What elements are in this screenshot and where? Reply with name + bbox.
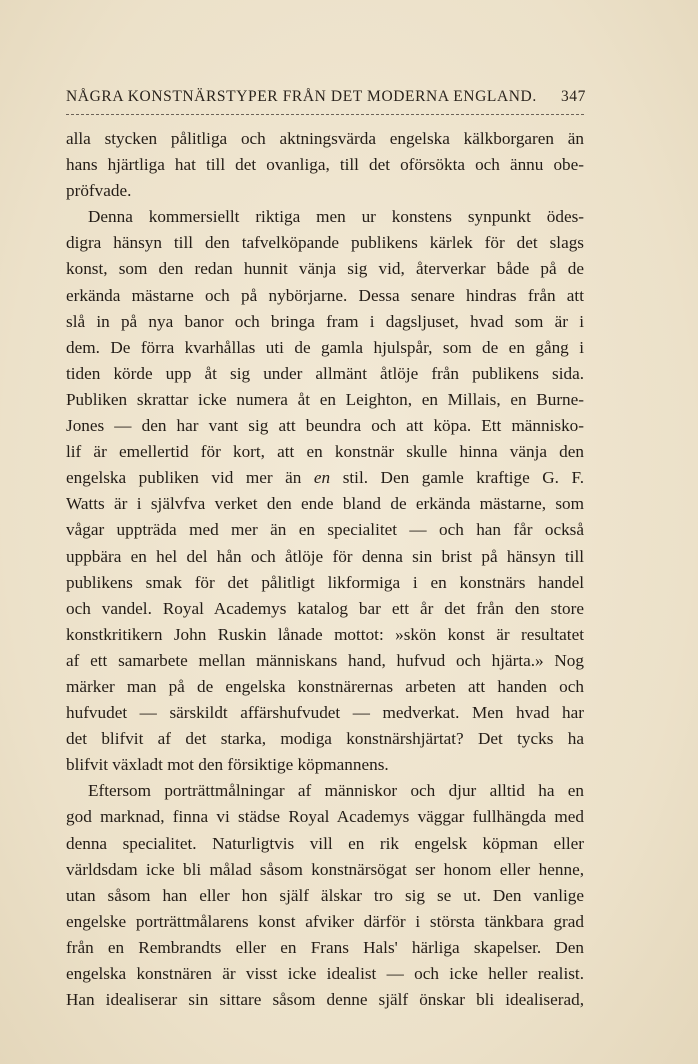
text-line: från en Rembrandts eller en Frans Hals' härliga skapelser. Den	[66, 937, 584, 957]
text-line: erkända mästarne och på nybörjarne. Dessa senare hindras från att	[66, 285, 584, 305]
text-line: dem. De förra kvarhållas uti de gamla hjulspår, som de en gång i	[66, 337, 584, 357]
emphasized-word: en	[313, 468, 331, 488]
running-head	[66, 88, 586, 106]
text-line: uppbära en hel del hån och åtlöje för denna sin brist på hänsyn till	[66, 546, 584, 566]
text-line: Jones — den har vant sig att beundra och att köpa. Ett människo-	[66, 416, 584, 436]
text-line: utan såsom han eller hon själf älskar tro sig se ut. Den vanlige	[66, 885, 584, 905]
text-line: Han idealiserar sin sittare såsom denne själf önskar bli idealiserad,	[66, 990, 584, 1010]
text-line: hufvudet — särskildt affärshufvudet — medverkat. Men hvad har	[66, 703, 584, 723]
text-line: blifvit växladt mot den försiktige köpmannens.	[66, 755, 389, 775]
text-line: pröfvade.	[66, 181, 132, 201]
text-line: slå in på nya banor och bringa fram i dagsljuset, hvad som är i	[66, 311, 584, 331]
text-line: hans hjärtliga hat till det ovanliga, till det oförsökta och ännu obe-	[66, 155, 584, 175]
body-text	[66, 126, 584, 1013]
text-line: engelska konstnären är visst icke idealist — och icke heller realist.	[66, 964, 584, 983]
text-line: digra hänsyn till den tafvelköpande publikens kärlek för det slags	[66, 233, 584, 253]
text-line: Denna kommersiellt riktiga men ur konstens synpunkt ödes-	[88, 207, 584, 227]
text-line: engelske porträttmålarens konst afviker därför i största tänkbara grad	[66, 911, 584, 931]
text-line-part: stil. Den gamle kraftige G. F.	[342, 468, 585, 488]
running-head-title: NÅGRA KONSTNÄRSTYPER FRÅN DET MODERNA ENGLAND.	[66, 88, 537, 105]
text-line-part: engelska publiken vid mer än	[66, 468, 302, 488]
text-line: Publiken skrattar icke numera åt en Leighton, en Millais, en Burne-	[66, 389, 584, 409]
text-line: Watts är i självfva verket den ende bland de erkända mästarne, som	[66, 494, 584, 514]
text-line: Eftersom porträttmålningar af människor och djur alltid ha en	[88, 781, 584, 801]
text-line: af ett samarbete mellan människans hand, hufvud och hjärta.» Nog	[66, 650, 584, 670]
text-line: god marknad, finna vi städse Royal Academys väggar fullhängda med	[66, 807, 584, 827]
text-line	[66, 465, 584, 491]
text-line: vågar uppträda med mer än en specialitet — och han får också	[66, 520, 584, 540]
text-line: denna specialitet. Naturligtvis vill en rik engelsk köpman eller	[66, 833, 584, 853]
text-line: märker man på de engelska konstnärernas arbeten att handen och	[66, 676, 584, 696]
header-rule	[66, 114, 584, 115]
text-line: alla stycken pålitliga och aktningsvärda engelska kälkborgaren än	[66, 129, 584, 148]
text-line: världsdam icke bli målad såsom konstnärsögat ser honom eller henne,	[66, 859, 584, 879]
text-line: konst, som den redan hunnit vänja sig vid, återverkar både på de	[66, 259, 584, 279]
text-line: lif är emellertid för kort, att en konstnär skulle hinna vänja den	[66, 442, 584, 462]
text-line: tiden körde upp åt sig under allmänt åtlöje från publikens sida.	[66, 363, 584, 383]
text-line: det blifvit af det starka, modiga konstnärshjärtat? Det tycks ha	[66, 729, 584, 749]
text-line: och vandel. Royal Academys katalog bar ett år det från den store	[66, 598, 584, 618]
page-number: 347	[560, 88, 586, 105]
text-line: publikens smak för det pålitligt likformiga i en konstnärs handel	[66, 572, 584, 592]
text-line: konstkritikern John Ruskin lånade mottot: »skön konst är resultatet	[66, 624, 584, 644]
